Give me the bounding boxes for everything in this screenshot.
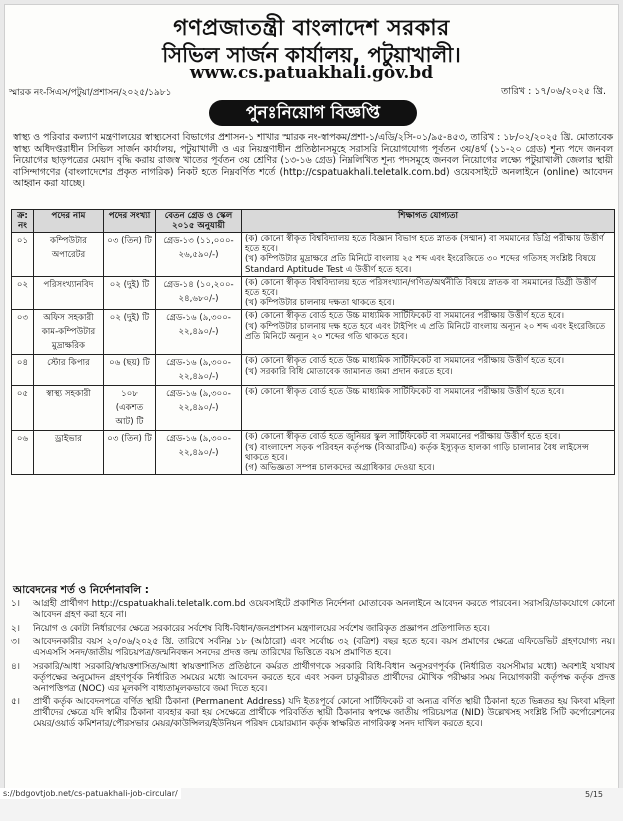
header-post: পদের নাম	[34, 210, 104, 233]
condition-number: ২।	[11, 623, 20, 634]
intro-paragraph: স্বাস্থ্য ও পরিবার কল্যাণ মন্ত্রণালয়ের স্বাস্থ্যসেবা বিভাগের প্রশাসন-১ শাখার স্মারক নং-স্বাপকম/প্রশা-১/এডি/২সি-০১/৯৫-৪৫৩, তারিখ : ১৮/০২/২০২৫ খ্রি. মোতাবেক স্বাস্থ্য অধিদপ্তরাধীন সিভিল সার্জন কার্যালয়, পটুয়াখালী ও এর নিয়ন্ত্রণাধীন প্রতিষ্ঠানসমূহে সরাসরি নিয়োগযোগ্য পূর্বতন ৩য়/৪র্থ (১১-২০ গ্রেড) শূন্য পদে জনবল নিয়োগের ছাড়পত্রের মেয়াদ বৃদ্ধি করায় রাজস্ব খাতের পূর্বতন ৩য় শ্রেণির (১৩-১৬ গ্রেড) নিম্নলিখিত শূন্য পদসমূহে জনবল নিয়োগের লক্ষ্যে পটুয়াখালী জেলার স্থায়ী বাসিন্দাগণের (বাংলাদেশের প্রকৃত নাগরিক) নিকট হতে নিম্নবর্ণিত শর্তে (http://cspatuakhali.teletalk.com.bd) ওয়েবসাইটে অনলাইনে (online) আবেদন আহ্বান করা যাচ্ছে।	[13, 132, 613, 189]
condition-number: ১।	[11, 599, 20, 609]
grade-cell: গ্রেড-১৩ (১১,০০০- ২৬,৫৯০/-)	[156, 233, 242, 277]
count-cell: ০২ (দুই) টি	[104, 310, 156, 355]
page-number: 5/15	[585, 790, 603, 799]
condition-number: ৫।	[11, 697, 20, 708]
post-cell: ড্রাইভার	[34, 431, 104, 475]
grade-cell: গ্রেড-১৪ (১০,২০০- ২৪,৬৮০/-)	[156, 276, 242, 310]
qualification-item: (খ) কম্পিউটার চালনায় দক্ষতা থাকতে হবে।	[245, 298, 395, 309]
count-cell: ০২ (দুই) টি	[104, 276, 156, 310]
grade-cell: গ্রেড-১৬ (৯,৩০০- ২২,৪৯০/-)	[156, 431, 242, 475]
qualification-item: (ক) কোনো স্বীকৃত বোর্ড হতে উচ্চ মাধ্যমিক সার্টিফিকেট বা সমমানের পরীক্ষায় উত্তীর্ণ হতে হবে।	[245, 356, 565, 367]
serial-cell: ০৩	[12, 310, 34, 355]
list-item	[11, 599, 615, 621]
qualification-cell	[242, 386, 615, 431]
office-heading: সিভিল সার্জন কার্যালয়, পটুয়াখালী।	[162, 43, 461, 67]
qualification-cell	[242, 233, 615, 277]
qualification-item: (খ) কম্পিউটার মুদ্রাক্ষরে প্রতি মিনিটে বাংলায় ২৫ শব্দ এবং ইংরেজিতে ৩০ শব্দের গতিসহ সংশ্লিষ্ট বিষয়ে Standard Aptitude Test এ উত্তীর্ণ হতে হবে।	[245, 254, 596, 275]
qualification-item: (ক) কোনো স্বীকৃত বোর্ড হতে উচ্চ মাধ্যমিক সার্টিফিকেট বা সমমানের পরীক্ষায় উত্তীর্ণ হতে হবে।	[245, 311, 565, 322]
serial-cell: ০৬	[12, 431, 34, 475]
count-cell: ০৩ (তিন) টি	[104, 233, 156, 277]
vacancy-table	[11, 209, 615, 475]
count-cell: ০৩ (তিন) টি	[104, 431, 156, 475]
table-row	[12, 355, 615, 386]
notice-title: পুনঃনিয়োগ বিজ্ঞপ্তি	[209, 100, 417, 126]
count-cell: ১০৮ (একশত আট) টি	[104, 386, 156, 431]
conditions-title: আবেদনের শর্ত ও নির্দেশনাবলি :	[13, 584, 149, 596]
office-website: www.cs.patuakhali.gov.bd	[189, 63, 434, 83]
qualification-item: (ক) কোনো স্বীকৃত বিশ্ববিদ্যালয় হতে বিজ্ঞান বিভাগ হতে স্নাতক (সম্মান) বা সমমানের ডিগ্রি পরীক্ষায় উত্তীর্ণ হতে হবে।	[245, 234, 605, 255]
table-row	[12, 386, 615, 431]
qualification-item: (ক) কোনো স্বীকৃত বোর্ড হতে উচ্চ মাধ্যমিক সার্টিফিকেট বা সমমানের পরীক্ষায় উত্তীর্ণ হতে হবে।	[245, 387, 565, 398]
post-cell: অফিস সহকারী কাম-কম্পিউটার মুদ্রাক্ষরিক	[34, 310, 104, 355]
qualification-item: (খ) কম্পিউটার চালনায় দক্ষ হতে হবে এবং টাইপিং এ প্রতি মিনিটে বাংলায় অন্যূন ২০ শব্দ এবং ইংরেজিতে প্রতি মিনিটে অন্যূন ২০ শব্দের গতি থাকতে হবে।	[245, 321, 606, 342]
condition-text: আবেদনকারীর বয়স ২০/০৬/২০২৫ খ্রি. তারিখে সর্বনিম্ন ১৮ (আঠারো) এবং সর্বোচ্চ ৩২ (বত্রিশ) বছর হতে হবে। বয়স প্রমাণের ক্ষেত্রে এফিডেভিট গ্রহণযোগ্য নয়। এসএসসি সনদ/জাতীয় পরিচয়পত্র/জন্মনিবন্ধন সনদের প্রদত্ত জন্ম তারিখের ভিত্তিতে বয়স প্রমাণিত হবে।	[33, 637, 615, 659]
list-item	[11, 624, 615, 635]
print-footer	[0, 788, 623, 821]
conditions-list	[11, 599, 615, 733]
memo-number: স্মারক নং-সিএস/পটুয়া/প্রশাসন/২০২৫/১৯৮১	[9, 88, 172, 98]
header-qualification: শিক্ষাগত যোগ্যতা	[242, 210, 615, 233]
notice-document	[4, 4, 619, 789]
table-header-row	[12, 210, 615, 233]
list-item	[11, 637, 615, 659]
header-serial: ক্র: নং	[12, 210, 34, 233]
table-row	[12, 233, 615, 277]
header-grade: বেতন গ্রেড ও স্কেল ২০১৫ অনুযায়ী	[156, 210, 242, 233]
grade-cell: গ্রেড-১৬ (৯,৩০০- ২২,৪৯০/-)	[156, 355, 242, 386]
qualification-cell	[242, 355, 615, 386]
qualification-cell	[242, 431, 615, 475]
serial-cell: ০৫	[12, 386, 34, 431]
header-count: পদের সংখ্যা	[104, 210, 156, 233]
list-item	[11, 697, 615, 729]
list-item	[11, 662, 615, 694]
table-row	[12, 310, 615, 355]
condition-text: সরকারি/আধা সরকারি/স্বায়ত্তশাসিত/আধা স্বায়ত্তশাসিত প্রতিষ্ঠানে কর্মরত প্রার্থীগণকে সরকারি বিধি-বিধান অনুসরণপূর্বক (নির্ধারিত বয়সসীমার মধ্যে) অবশ্যই যথাযথ কর্তৃপক্ষের অনুমোদন গ্রহণপূর্বক নির্ধারিত সময়ের মধ্যে আবেদন করতে হবে এবং সকল চাকুরীরত প্রার্থীদের মৌখিক পরীক্ষার সময় নিয়োগকারী কর্তৃপক্ষ কর্তৃক প্রদত্ত অনাপত্তিপত্র (NOC) এর মূলকপি বাধ্যতামূলকভাবে জমা দিতে হবে।	[33, 661, 615, 694]
serial-cell: ০৪	[12, 355, 34, 386]
qualification-item: (খ) বাংলাদেশ সড়ক পরিবহন কর্তৃপক্ষ (বিআরটিএ) কর্তৃক ইস্যুকৃত হালকা গাড়ি চালানার বৈধ লাইসেন্স থাকতে হবে।	[245, 442, 589, 463]
condition-number: ৩।	[11, 637, 20, 648]
qualification-item: (গ) অভিজ্ঞতা সম্পন্ন চালকদের অগ্রাধিকার দেওয়া হবে।	[245, 463, 435, 474]
qualification-cell	[242, 310, 615, 355]
table-row	[12, 431, 615, 475]
post-cell: স্বাস্থ্য সহকারী	[34, 386, 104, 431]
serial-cell: ০২	[12, 276, 34, 310]
notice-date: তারিখ : ১৭/০৬/২০২৫ খ্রি.	[501, 86, 606, 97]
post-cell: স্টোর কিপার	[34, 355, 104, 386]
condition-text: নিয়োগ ও কোটা নির্ধারণের ক্ষেত্রে সরকারের সর্বশেষ বিধি-বিধান/জনপ্রশাসন মন্ত্রণালয়ের সর্বশেষ জারিকৃত প্রজ্ঞাপন প্রতিপালিত হবে।	[33, 623, 490, 634]
grade-cell: গ্রেড-১৬ (৯,৩০০- ২২,৪৯০/-)	[156, 386, 242, 431]
qualification-item: (ক) কোনো স্বীকৃত বিশ্ববিদ্যালয় হতে পরিসংখ্যান/গণিত/অর্থনীতি বিষয়ে স্নাতক বা সমমানের ডিগ্রী উত্তীর্ণ হতে হবে।	[245, 277, 597, 299]
post-cell: কম্পিউটার অপারেটর	[34, 233, 104, 277]
table-row	[12, 276, 615, 310]
condition-text: আগ্রহী প্রার্থীগণ http://cspatuakhali.teletalk.com.bd ওয়েবসাইটে প্রকাশিত নির্দেশনা মোতাবেক অনলাইনে আবেদন করতে পারবেন। সরাসরি/ডাকযোগে কোনো আবেদন গ্রহণ করা হবে না।	[33, 599, 615, 620]
grade-cell: গ্রেড-১৬ (৯,৩০০- ২২,৪৯০/-)	[156, 310, 242, 355]
condition-text: প্রার্থী কর্তৃক আবেদনপত্রে বর্ণিত স্থায়ী ঠিকানা (Permanent Address) যদি ইতঃপূর্বে কোনো সার্টিফিকেট বা অন্যত্র বর্ণিত স্থায়ী ঠিকানা হতে ভিন্নতর হয় কিংবা মহিলা প্রার্থীদের ক্ষেত্রে যদি স্বামীর ঠিকানা ব্যবহার করা হয় সেক্ষেত্রে প্রার্থীকে পরিবর্তিত স্থায়ী ঠিকানার স্বপক্ষে জাতীয় পরিচয়পত্র (NID) উল্লেখসহ সংশ্লিষ্ট সিটি কর্পোরেশনের মেয়র/ওয়ার্ড কমিশনার/পৌরসভার মেয়র/কাউন্সিলর/ইউনিয়ন পরিষদ চেয়ারম্যান কর্তৃক স্বাক্ষরিত নাগরিকত্ব সনদ দাখিল করতে হবে।	[33, 697, 615, 729]
serial-cell: ০১	[12, 233, 34, 277]
qualification-item: (খ) সরকারি বিধি মোতাবেক জামানত জমা প্রদান করতে হবে।	[245, 366, 453, 377]
post-cell: পরিসংখ্যানবিদ	[34, 276, 104, 310]
page-url[interactable]: s://bdgovtjob.net/cs-patuakhali-job-circular/	[0, 788, 181, 799]
condition-number: ৪।	[11, 661, 20, 672]
count-cell: ০৬ (ছয়) টি	[104, 355, 156, 386]
government-heading: গণপ্রজাতন্ত্রী বাংলাদেশ সরকার	[173, 16, 450, 41]
qualification-cell	[242, 276, 615, 310]
qualification-item: (ক) কোনো স্বীকৃত বোর্ড হতে জুনিয়র স্কুল সার্টিফিকেট বা সমমানের পরীক্ষায় উত্তীর্ণ হতে হবে।	[245, 432, 561, 443]
